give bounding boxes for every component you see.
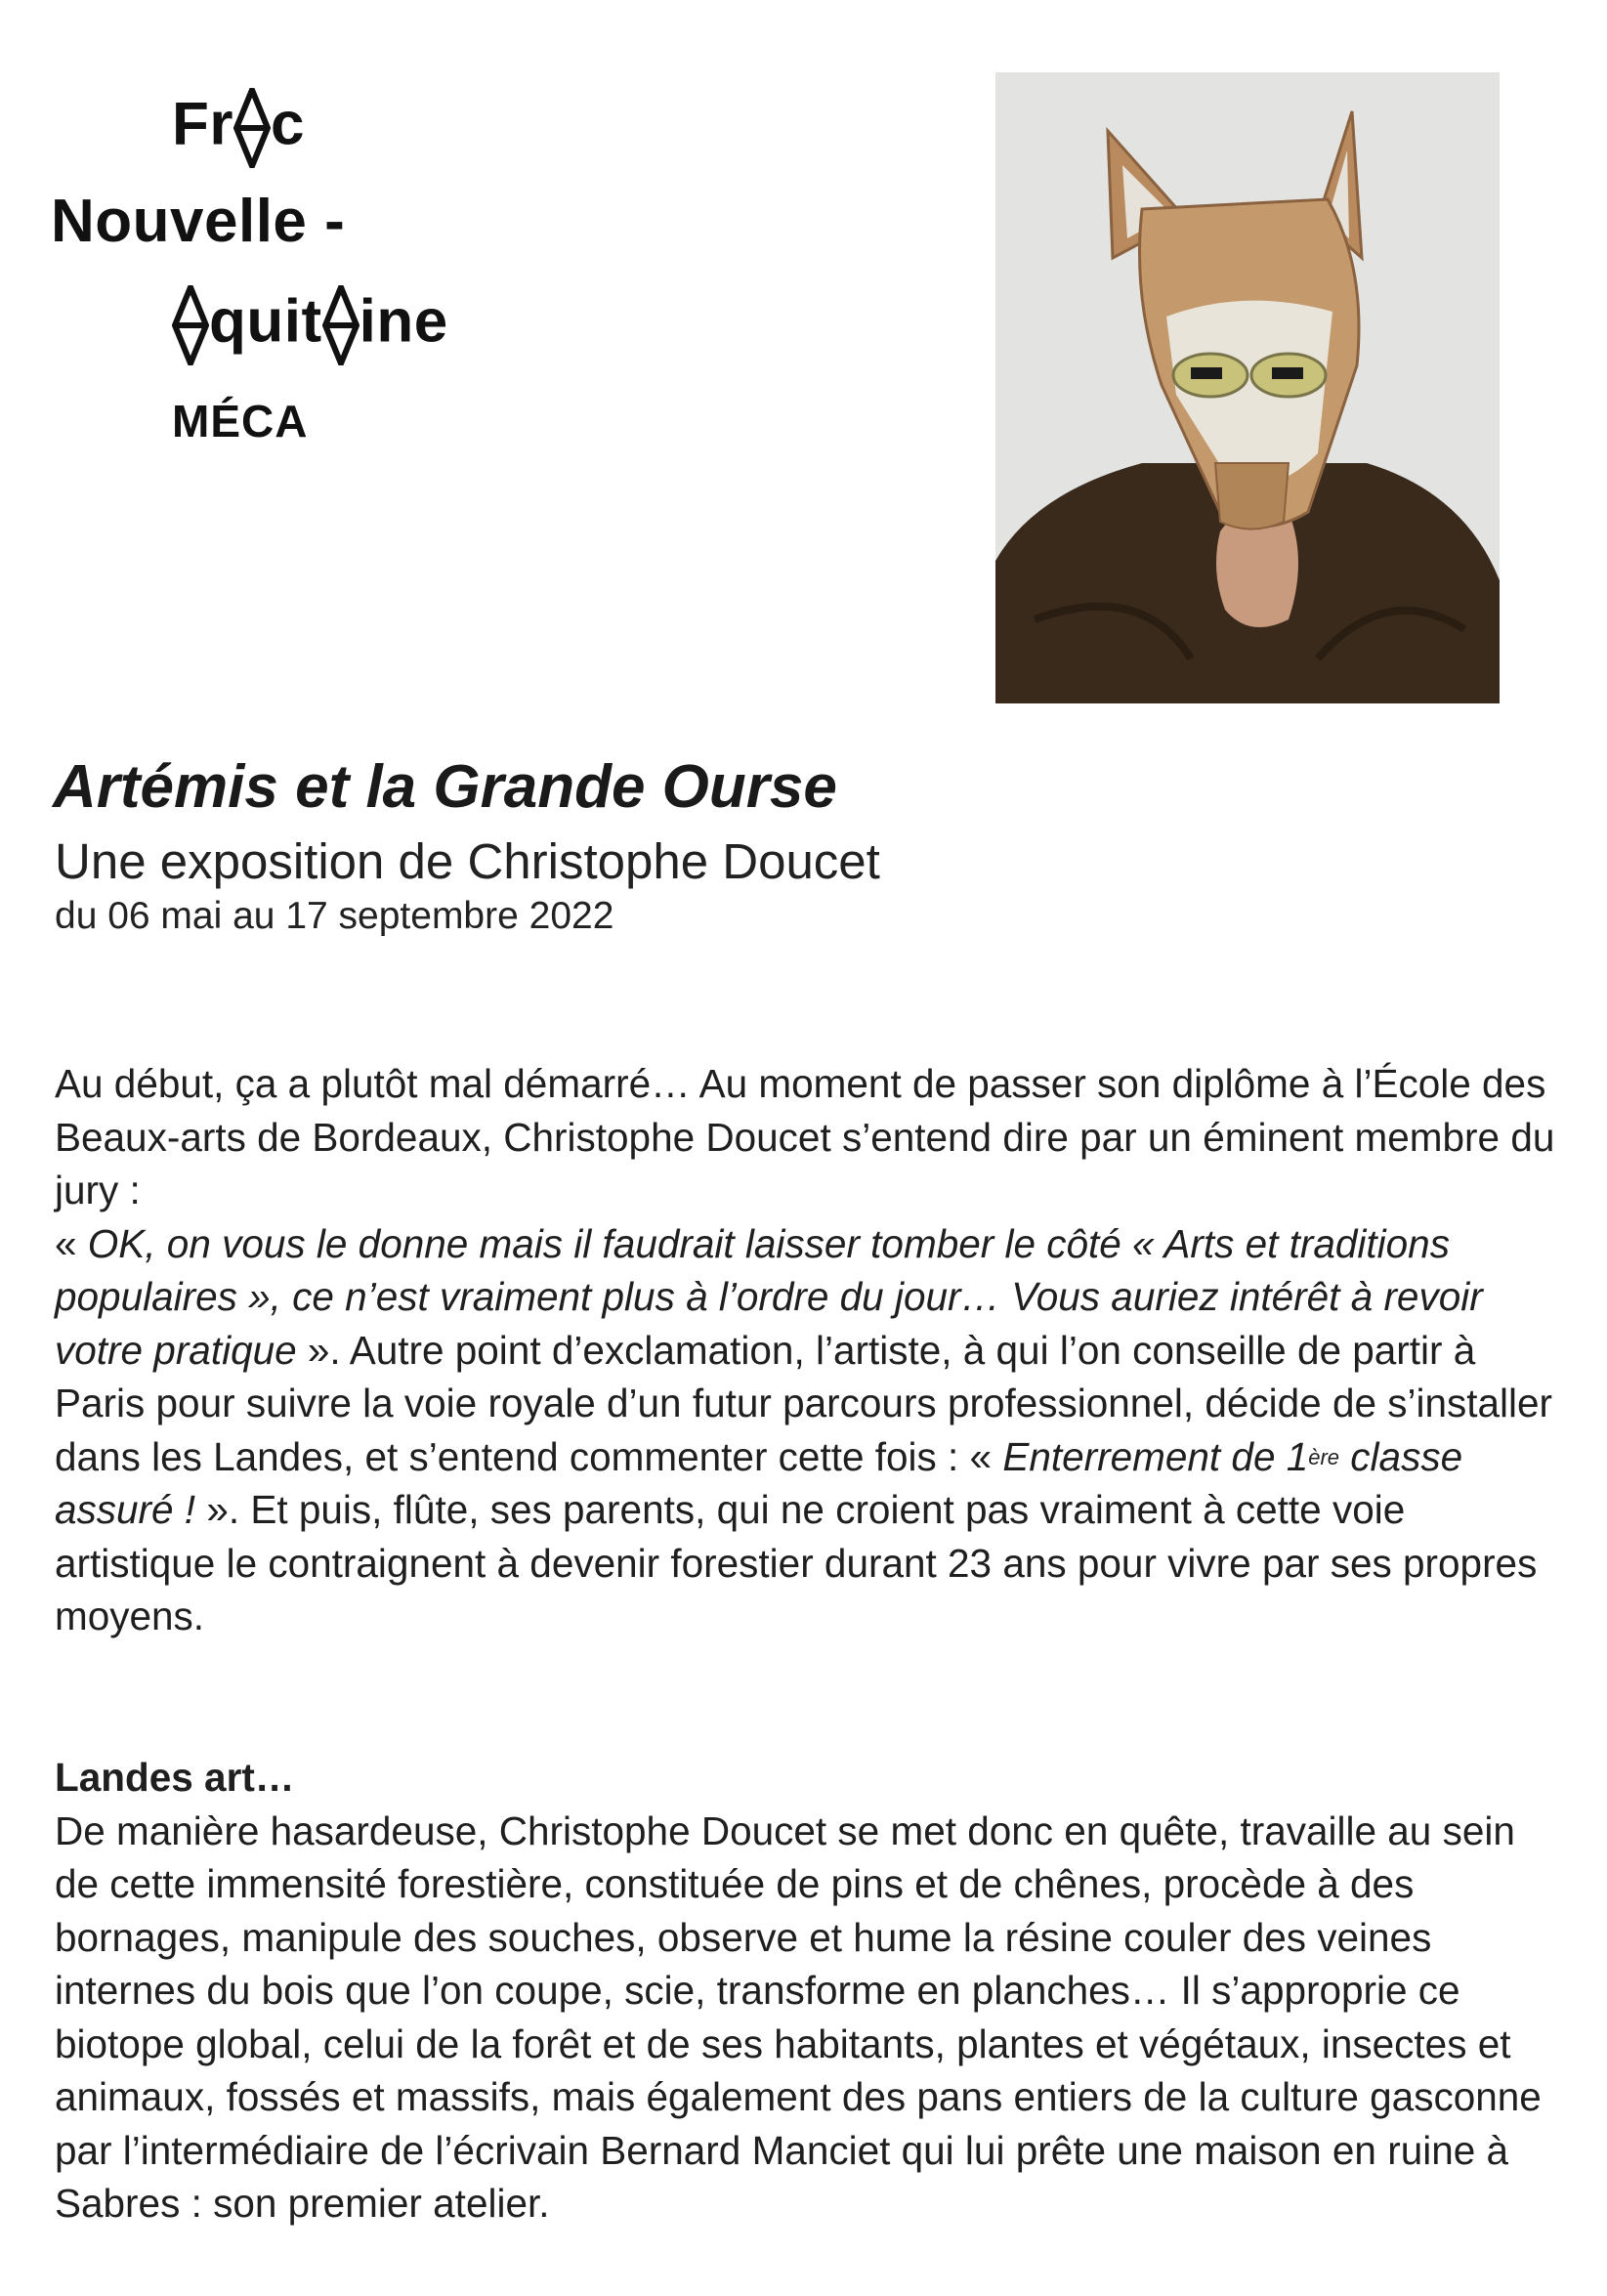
- exhibition-subtitle: Une exposition de Christophe Doucet: [55, 833, 880, 889]
- artist-portrait-photo: [995, 72, 1500, 703]
- exhibition-title: Artémis et la Grande Ourse: [53, 753, 837, 821]
- jury-quote: OK, on vous le donne mais il faudrait laisser tomber le côté « Arts et traditions populaires », ce n’est vraiment plus à l’ordre du jour… Vous auriez intérêt à revoir votre pratique: [55, 1220, 1483, 1373]
- diamond-a-icon: [233, 88, 271, 168]
- landes-art-section: [55, 1751, 1559, 2231]
- quote-enterrement: Enterrement de 1ère classe assuré !: [55, 1433, 1463, 1532]
- logo-line-aquitaine: quit ine: [172, 285, 448, 365]
- diamond-a-icon: [172, 285, 209, 365]
- logo-line-nouvelle: Nouvelle -: [51, 188, 346, 255]
- frac-logo: [51, 68, 500, 459]
- section-heading: Landes art…: [55, 1755, 295, 1800]
- diamond-a-icon: [322, 285, 359, 365]
- logo-line-frac: Fr c: [172, 88, 305, 168]
- intro-paragraph: Au début, ça a plutôt mal démarré… Au moment de passer son diplôme à l’École des Beaux-arts de Bordeaux, Christophe Doucet s’entend dire par un éminent membre du jury : « OK, on vous le donne mais il faudrait laisser tomber le côté « Arts et traditions populaires », ce n’est vraiment plus à l’ordre du jour… Vous auriez intérêt à revoir votre pratique ». Autre point d’exclamation, l’artiste, à qui l’on conseille de partir à Paris pour suivre la voie royale d’un futur parcours professionnel, décide de s’installer dans les Landes, et s’entend commenter cette fois : « Enterrement de 1ère classe assuré ! ». Et puis, flûte, ses parents, qui ne croient pas vraiment à cette voie artistique le contraignent à devenir forestier durant 23 ans pour vivre par ses propres moyens.: [55, 1061, 1555, 1638]
- logo-line-meca: MÉCA: [172, 396, 309, 446]
- section-paragraph: De manière hasardeuse, Christophe Doucet se met donc en quête, travaille au sein de cette immensité forestière, constituée de pins et de chênes, procède à des bornages, manipule des souches, observe et hume la résine couler des veines internes du bois que l’on coupe, scie, transforme en planches… Il s’approprie ce biotope global, celui de la forêt et de ses habitants, plantes et végétaux, insectes et animaux, fossés et massifs, mais également des pans entiers de la culture gasconne par l’intermédiaire de l’écrivain Bernard Manciet qui lui prête une maison en ruine à Sabres : son premier atelier.: [55, 1807, 1542, 2226]
- exhibition-dates: du 06 mai au 17 septembre 2022: [55, 895, 614, 937]
